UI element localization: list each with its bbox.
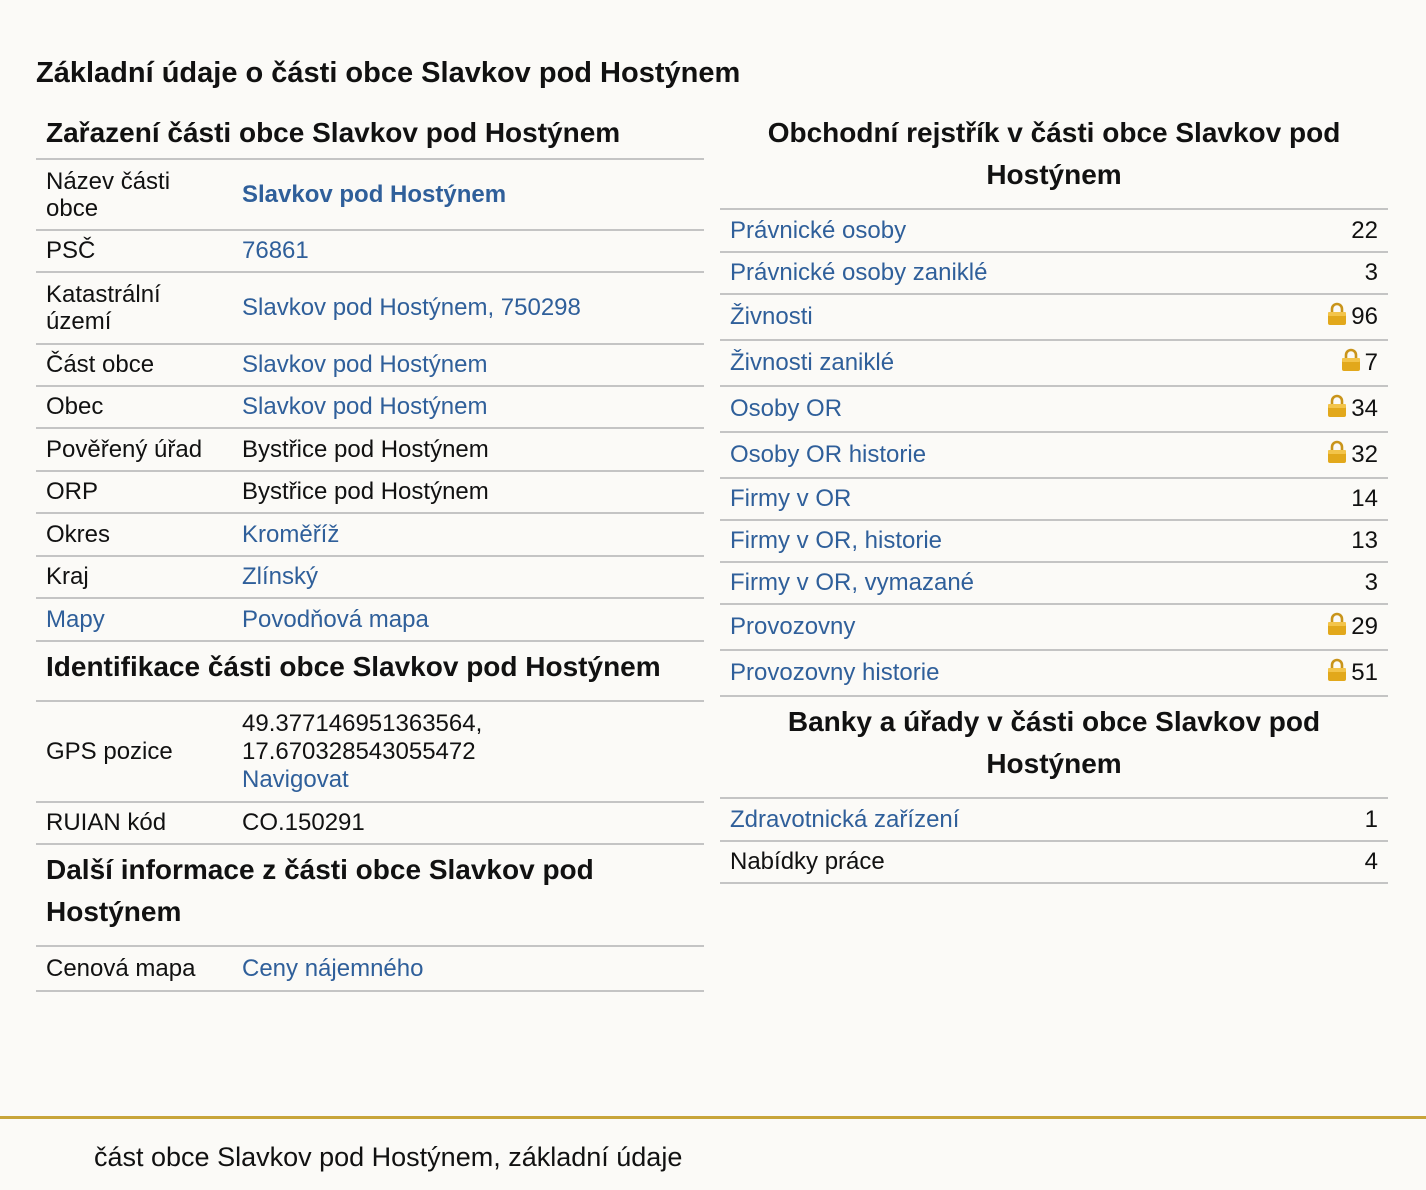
row-value-link[interactable]: Slavkov pod Hostýnem xyxy=(242,180,507,208)
row-count: 7 xyxy=(1364,348,1378,376)
row-count-cell xyxy=(1248,252,1388,294)
row-count-cell xyxy=(1248,210,1388,252)
row-value: CO.150291 xyxy=(232,802,704,844)
row-key: Kraj xyxy=(36,556,232,598)
row-count: 14 xyxy=(1351,485,1378,512)
row-count-cell xyxy=(1248,478,1388,520)
row-key: GPS pozice xyxy=(36,702,232,802)
row-count-cell xyxy=(1248,386,1388,432)
row-key: RUIAN kód xyxy=(36,802,232,844)
row-value-link[interactable]: 76861 xyxy=(242,237,309,264)
table-row xyxy=(36,513,704,556)
rejstrik-link[interactable]: Živnosti zaniklé xyxy=(730,349,895,376)
section-title-zarazeni: Zařazení části obce Slavkov pod Hostýnem xyxy=(36,112,704,160)
row-count: 3 xyxy=(1364,259,1378,286)
row-count: 3 xyxy=(1364,569,1378,596)
table-row xyxy=(720,520,1388,562)
rent-prices-link[interactable]: Ceny nájemného xyxy=(242,954,424,982)
row-key: PSČ xyxy=(36,230,232,272)
row-key: Obec xyxy=(36,386,232,428)
table-row xyxy=(36,598,704,641)
section-title-banky: Banky a úřady v části obce Slavkov pod Hostýnem xyxy=(720,701,1388,799)
health-facilities-link[interactable]: Zdravotnická zařízení xyxy=(730,805,960,833)
gps-lat: 49.377146951363564, xyxy=(242,709,483,737)
row-count-cell xyxy=(1248,294,1388,340)
gps-lon: 17.670328543055472 xyxy=(242,737,476,765)
rejstrik-link[interactable]: Osoby OR xyxy=(730,395,843,422)
lock-icon xyxy=(1327,440,1347,471)
lock-icon xyxy=(1327,658,1347,689)
row-count-cell xyxy=(1248,562,1388,604)
zarazeni-table xyxy=(36,160,704,642)
row-value-link[interactable]: Slavkov pod Hostýnem, 750298 xyxy=(242,294,581,321)
row-value-link[interactable]: Slavkov pod Hostýnem xyxy=(242,393,488,420)
table-row xyxy=(720,252,1388,294)
row-count: 32 xyxy=(1351,440,1378,468)
section-title-identifikace: Identifikace části obce Slavkov pod Hostýnem xyxy=(36,646,704,702)
row-key: Katastrální území xyxy=(36,272,232,344)
table-row xyxy=(36,428,704,471)
row-count: 29 xyxy=(1351,612,1378,640)
row-count: 22 xyxy=(1351,216,1378,244)
identifikace-table xyxy=(36,702,704,845)
left-column xyxy=(36,112,704,992)
rejstrik-table xyxy=(720,210,1388,697)
right-column xyxy=(720,112,1388,884)
page-title: Základní údaje o části obce Slavkov pod Hostýnem xyxy=(36,57,741,89)
row-value: Bystřice pod Hostýnem xyxy=(232,428,704,471)
row-count: 34 xyxy=(1351,394,1378,422)
row-value-link[interactable]: Zlínský xyxy=(242,563,319,590)
row-count-cell xyxy=(1248,520,1388,562)
table-row xyxy=(36,802,704,844)
table-row xyxy=(36,947,704,991)
row-label: Nabídky práce xyxy=(720,841,1248,883)
table-row xyxy=(720,604,1388,650)
row-value-link[interactable]: Kroměříž xyxy=(242,520,340,548)
table-row xyxy=(720,386,1388,432)
banky-table xyxy=(720,799,1388,884)
rejstrik-link[interactable]: Právnické osoby xyxy=(730,216,907,244)
row-count-cell xyxy=(1248,604,1388,650)
rejstrik-link[interactable]: Živnosti xyxy=(730,303,813,330)
row-key: Okres xyxy=(36,513,232,556)
table-row xyxy=(36,386,704,428)
dalsi-table xyxy=(36,947,704,992)
table-row xyxy=(720,478,1388,520)
row-count: 13 xyxy=(1351,527,1378,554)
table-row xyxy=(720,210,1388,252)
row-count: 4 xyxy=(1248,841,1388,883)
row-value: Bystřice pod Hostýnem xyxy=(232,471,704,513)
table-row xyxy=(36,160,704,230)
table-row xyxy=(720,841,1388,883)
table-row xyxy=(36,702,704,802)
rejstrik-link[interactable]: Provozovny historie xyxy=(730,659,940,686)
table-row xyxy=(36,344,704,386)
table-row xyxy=(720,562,1388,604)
row-value-link[interactable]: Slavkov pod Hostýnem xyxy=(242,351,488,378)
rejstrik-link[interactable]: Firmy v OR, historie xyxy=(730,527,943,554)
row-key: Část obce xyxy=(36,344,232,386)
table-row xyxy=(720,799,1388,841)
row-key: Cenová mapa xyxy=(36,947,232,991)
table-row xyxy=(720,432,1388,478)
lock-icon xyxy=(1341,348,1361,379)
row-count-cell xyxy=(1248,650,1388,696)
row-count: 96 xyxy=(1351,302,1378,330)
table-row xyxy=(36,230,704,272)
rejstrik-link[interactable]: Firmy v OR, vymazané xyxy=(730,569,975,596)
flood-map-link[interactable]: Povodňová mapa xyxy=(242,605,429,633)
footer-caption: část obce Slavkov pod Hostýnem, základní údaje xyxy=(94,1142,683,1172)
rejstrik-link[interactable]: Provozovny xyxy=(730,613,856,640)
rejstrik-link[interactable]: Osoby OR historie xyxy=(730,441,927,468)
row-key: Pověřený úřad xyxy=(36,428,232,471)
lock-icon xyxy=(1327,394,1347,425)
row-count: 51 xyxy=(1351,658,1378,686)
row-key: Název části obce xyxy=(36,160,232,230)
row-count-cell xyxy=(1248,340,1388,386)
footer-divider xyxy=(0,1116,1426,1119)
table-row xyxy=(36,471,704,513)
table-row xyxy=(36,556,704,598)
row-count: 1 xyxy=(1248,799,1388,841)
rejstrik-link[interactable]: Právnické osoby zaniklé xyxy=(730,259,988,286)
row-count-cell xyxy=(1248,432,1388,478)
table-row xyxy=(720,340,1388,386)
section-title-dalsi: Další informace z části obce Slavkov pod Hostýnem xyxy=(36,849,704,947)
navigate-link[interactable]: Navigovat xyxy=(242,765,349,793)
table-row xyxy=(720,650,1388,696)
section-title-rejstrik: Obchodní rejstřík v části obce Slavkov pod Hostýnem xyxy=(720,112,1388,210)
lock-icon xyxy=(1327,612,1347,643)
maps-link[interactable]: Mapy xyxy=(46,605,105,633)
row-key: ORP xyxy=(36,471,232,513)
rejstrik-link[interactable]: Firmy v OR xyxy=(730,485,852,512)
lock-icon xyxy=(1327,302,1347,333)
table-row xyxy=(36,272,704,344)
table-row xyxy=(720,294,1388,340)
